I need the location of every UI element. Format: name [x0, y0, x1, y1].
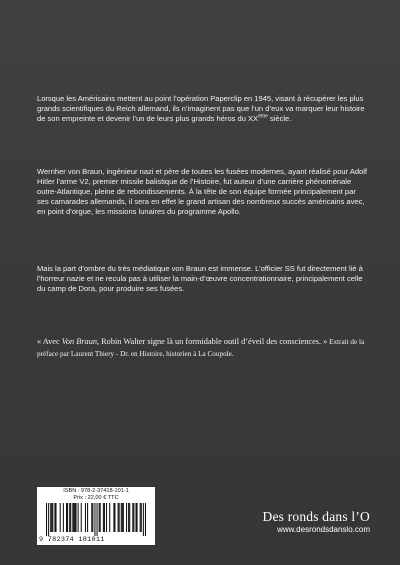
barcode-bar [145, 503, 146, 536]
barcode-bar [128, 503, 129, 532]
barcode-bar [97, 503, 98, 536]
quote-attribution: Extrait de la préface par Laurent Thiery - Dr. en Histoire, historien à La Coupole. [37, 338, 365, 359]
barcode-bar [52, 503, 53, 532]
barcode-icon [46, 503, 146, 536]
barcode-digits: 9 782374 181011 [39, 536, 105, 544]
barcode-bar [140, 503, 141, 532]
barcode-bar [118, 503, 119, 532]
barcode-bar [72, 503, 73, 532]
barcode-bar [70, 503, 71, 532]
publisher-name: Des ronds dans l’O [262, 509, 370, 524]
barcode-bar [60, 503, 61, 532]
barcode-bar [99, 503, 100, 532]
quote-open: « Avec [37, 337, 62, 346]
barcode-bar [78, 503, 79, 532]
barcode-bar [122, 503, 123, 532]
barcode-bar [143, 503, 144, 536]
barcode-bar [94, 503, 95, 536]
barcode-bar [54, 503, 55, 532]
barcode-bar [106, 503, 107, 532]
barcode-bar [85, 503, 86, 532]
preface-quote [37, 336, 367, 360]
synopsis-paragraph-1 [37, 94, 369, 124]
quote-book-title: Von Braun [61, 337, 97, 346]
barcode-bar [46, 503, 47, 536]
barcode-bar [50, 503, 51, 532]
century-superscript: ème [258, 113, 268, 120]
publisher-url: www.desrondsdanslo.com [277, 525, 370, 534]
barcode-bar [81, 503, 82, 532]
barcode-bar [103, 503, 104, 532]
barcode-bar [63, 503, 64, 532]
barcode-bar [129, 503, 130, 532]
barcode-label [37, 487, 155, 545]
barcode-bar [141, 503, 142, 532]
barcode-bar [132, 503, 133, 532]
publisher-block [263, 509, 370, 535]
barcode-bar [69, 503, 70, 532]
barcode-bar [66, 503, 67, 532]
barcode-bar [113, 503, 114, 532]
barcode-bar [119, 503, 120, 532]
synopsis-paragraph-2: Wernher von Braun, ingénieur nazi et père de toutes les fusées modernes, ayant réalisé pour Adolf Hitler l’arme V2, premier missile balistique de l’Histoire, fut auteur d’une carrière phénoménale outre-Atlantique, pleine de rebondissements. À la tête de son équipe formée principalement par ses camarades allemands, il sera en effet le grand artisan des nombreux succès américains avec, en point d’orgue, les missions lunaires du programme Apollo. [37, 167, 368, 217]
barcode-bar [55, 503, 56, 532]
barcode-bar [137, 503, 138, 532]
quote-body: , Robin Walter signe là un formidable outil d’éveil des consciences. » [97, 337, 328, 346]
barcode-bar [100, 503, 101, 532]
barcode-bar [104, 503, 105, 532]
barcode-bar [121, 503, 122, 532]
barcode-bar [92, 503, 93, 532]
barcode-bar [75, 503, 76, 532]
barcode-bar [51, 503, 52, 532]
synopsis-paragraph-1-text: Lorsque les Américains mettent au point l’opération Paperclip en 1945, visant à récupérer les plus grands scientifiques du Reich allemand, ils n’imaginent pas que l’un d’eux va marquer leur histoire de son empreinte et devenir l’un de leurs plus grands héros du XX [37, 94, 365, 124]
barcode-bar [133, 503, 134, 532]
barcode-bar [87, 503, 88, 532]
barcode-bar [114, 503, 115, 532]
synopsis-paragraph-3: Mais la part d’ombre du très médiatique von Braun est immense. L’officier SS fut directement lié à l’horreur nazie et ne recula pas à utiliser la main-d’œuvre concentrationnaire, principalement celle du camp de Dora, pour produire ses fusées. [37, 264, 363, 294]
barcode-bar [74, 503, 75, 532]
barcode-bar [91, 503, 92, 532]
barcode-bar [126, 503, 127, 532]
barcode-bar [123, 503, 124, 532]
barcode-bar [73, 503, 74, 532]
barcode-bar [67, 503, 68, 532]
price-text: Prix : 22,00 € TTC [73, 495, 119, 501]
barcode-bar [109, 503, 110, 532]
synopsis-paragraph-1-end: siècle. [267, 114, 292, 124]
barcode-bar [135, 503, 136, 532]
isbn-text: ISBN : 978-2-37418-101-1 [63, 488, 129, 494]
barcode-bar [48, 503, 49, 536]
